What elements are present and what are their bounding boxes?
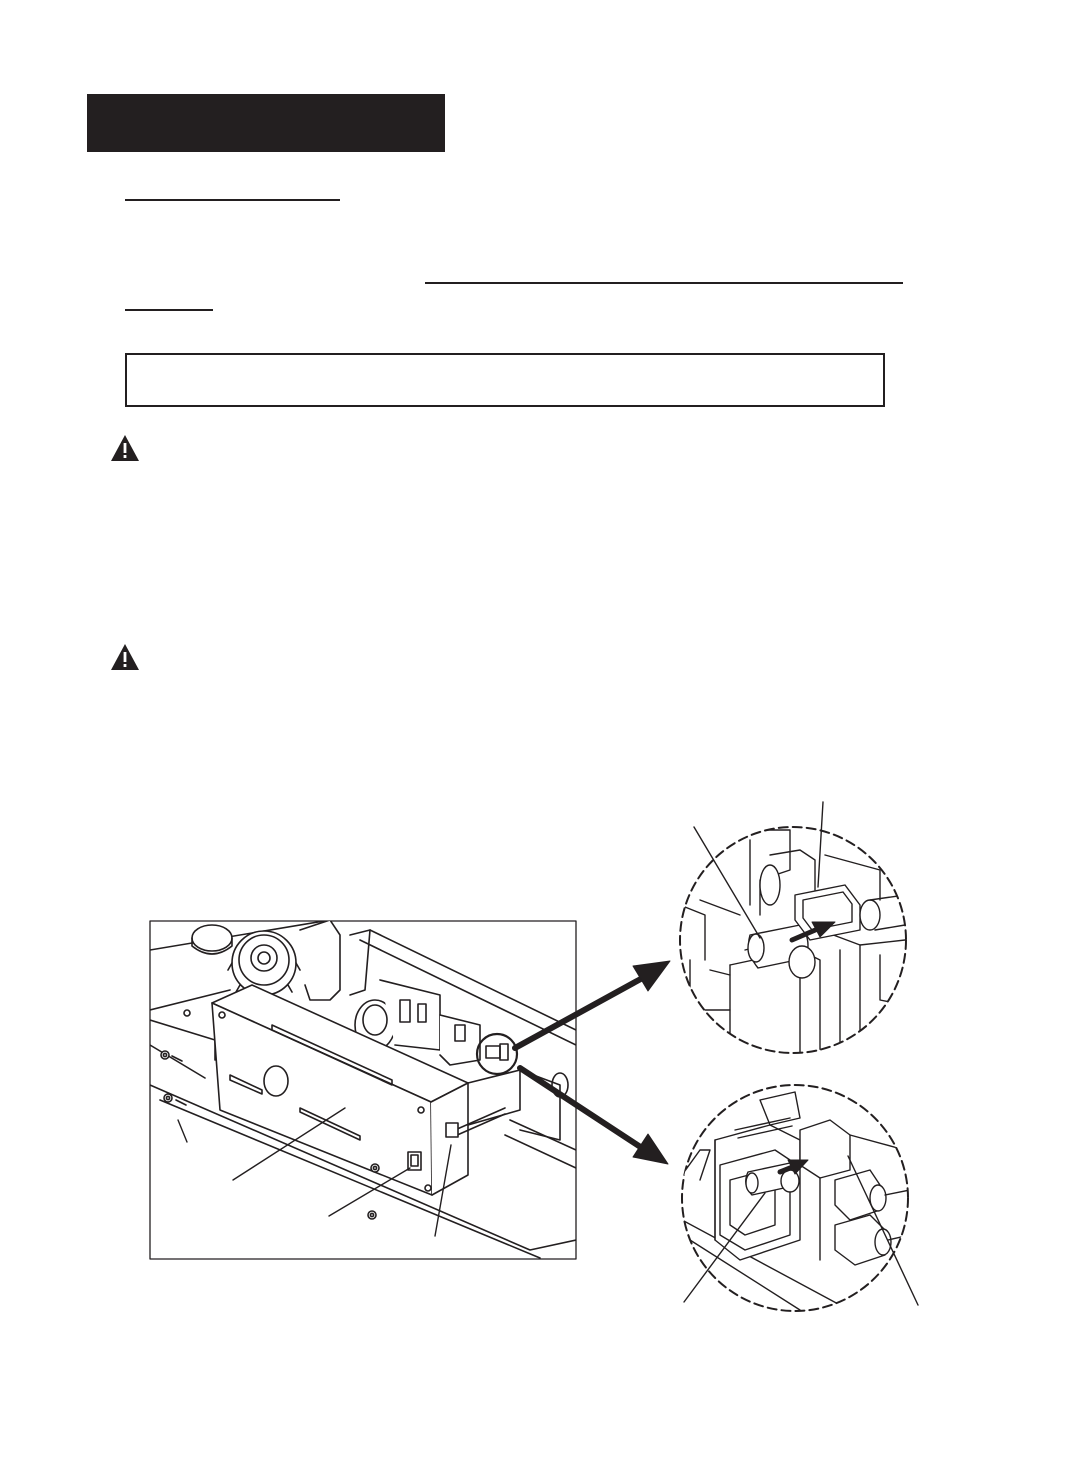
heater-panel-illustration <box>150 920 576 1259</box>
fuse-detail-bottom <box>682 1085 918 1311</box>
fuse-detail-top <box>680 802 906 1055</box>
